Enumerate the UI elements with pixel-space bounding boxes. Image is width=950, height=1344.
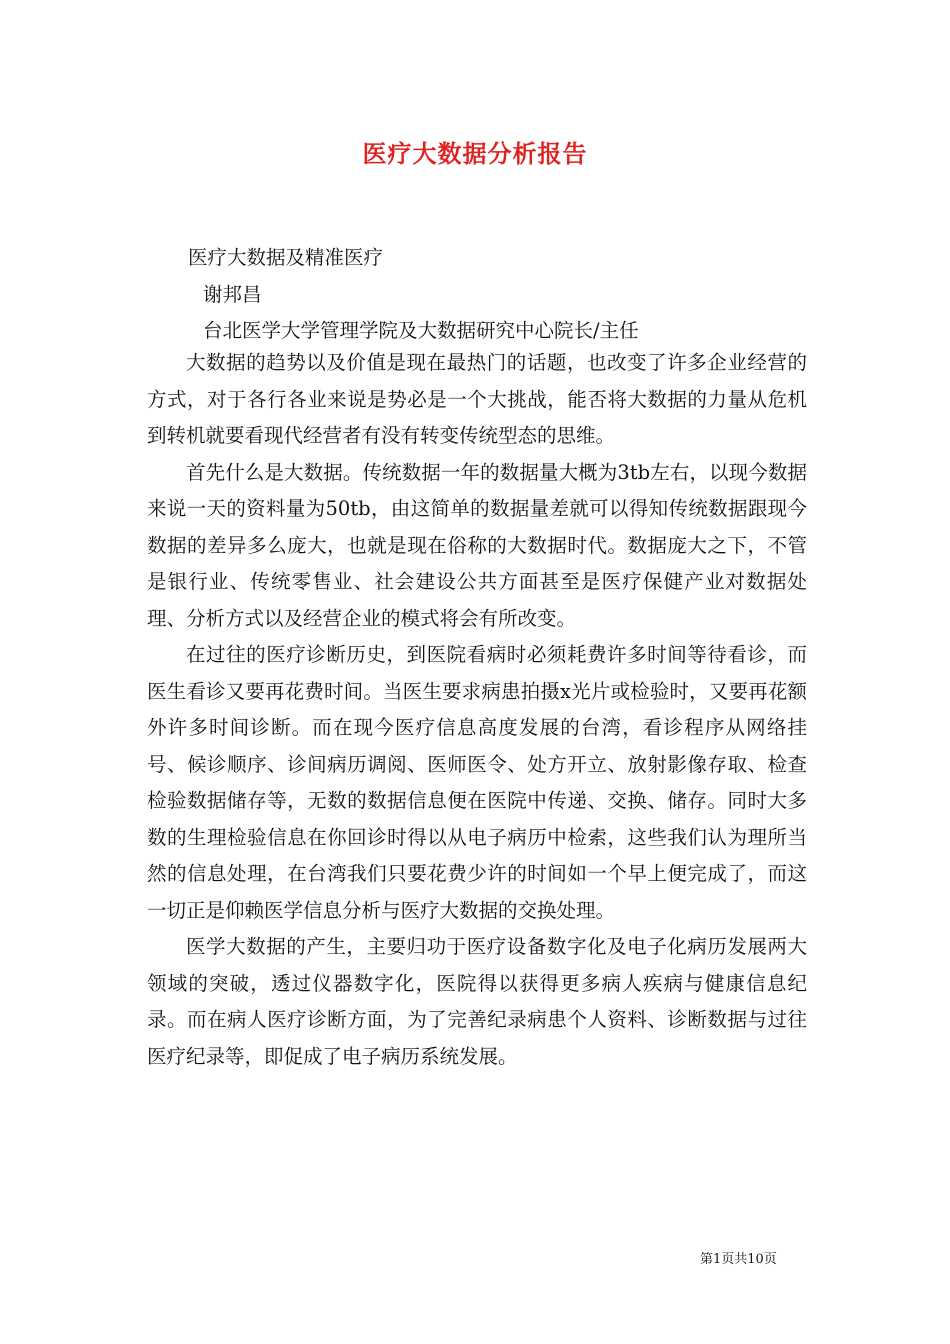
paragraph: 在过往的医疗诊断历史，到医院看病时必须耗费许多时间等待看诊，而医生看诊又要再花费时间。当医生要求病患拍摄x光片或检验时，又要再花额外许多时间诊断。而在现今医疗信息高度发展的台湾，看诊程序从网络挂号、候诊顺序、诊间病历调阅、医师医令、处方开立、放射影像存取、检查检验数据储存等，无数的数据信息便在医院中传递、交换、储存。同时大多数的生理检验信息在你回诊时得以从电子病历中检索，这些我们认为理所当然的信息处理，在台湾我们只要花费少许的时间如一个早上便完成了，而这一切正是仰赖医学信息分析与医疗大数据的交换处理。 bbox=[147, 643, 807, 922]
body-text bbox=[147, 345, 807, 1075]
author-name: 谢邦昌 bbox=[203, 283, 262, 306]
paragraph: 首先什么是大数据。传统数据一年的数据量大概为3tb左右，以现今数据来说一天的资料量为50tb，由这简单的数据量差就可以得知传统数据跟现今数据的差异多么庞大，也就是现在俗称的大数据时代。数据庞大之下，不管是银行业、传统零售业、社会建设公共方面甚至是医疗保健产业对数据处理、分析方式以及经营企业的模式将会有所改变。 bbox=[147, 460, 807, 630]
paragraph: 大数据的趋势以及价值是现在最热门的话题，也改变了许多企业经营的方式，对于各行各业来说是势必是一个大挑战，能否将大数据的力量从危机到转机就要看现代经营者有没有转变传统型态的思维。 bbox=[147, 351, 807, 447]
paragraph: 医学大数据的产生，主要归功于医疗设备数字化及电子化病历发展两大领域的突破，透过仪器数字化，医院得以获得更多病人疾病与健康信息纪录。而在病人医疗诊断方面，为了完善纪录病患个人资料、诊断数据与过往医疗纪录等，即促成了电子病历系统发展。 bbox=[147, 935, 807, 1068]
document-subtitle: 医疗大数据及精准医疗 bbox=[188, 246, 384, 269]
author-affiliation: 台北医学大学管理学院及大数据研究中心院长/主任 bbox=[203, 319, 639, 342]
document-title: 医疗大数据分析报告 bbox=[362, 139, 588, 168]
page-number: 第1页共10页 bbox=[700, 1252, 777, 1267]
